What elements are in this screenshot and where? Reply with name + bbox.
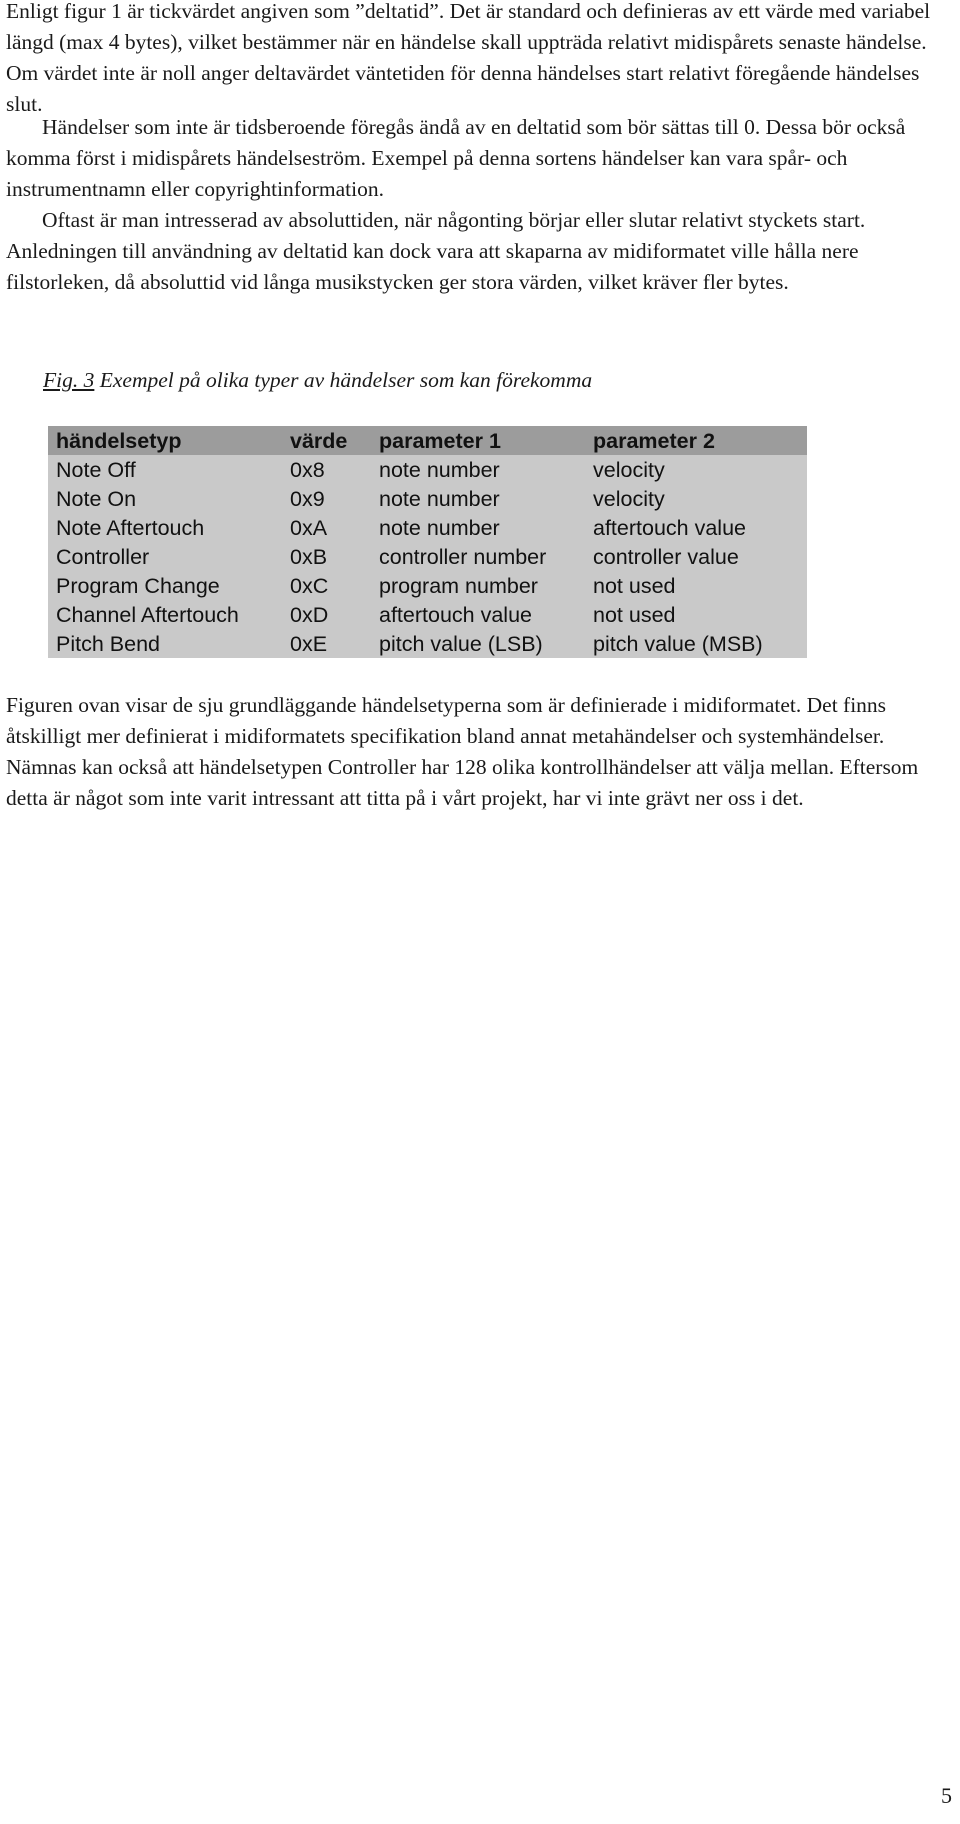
table-cell: 0xA: [290, 515, 328, 540]
table-cell: Note Off: [56, 457, 136, 482]
table-cell: Controller: [56, 544, 150, 569]
table-cell: Note Aftertouch: [56, 515, 205, 540]
table-cell: note number: [379, 457, 500, 482]
table-cell: Note On: [56, 486, 137, 511]
table-cell: note number: [379, 486, 500, 511]
table-cell: controller value: [593, 544, 739, 569]
table-cell: 0xB: [290, 544, 328, 569]
table-header-row: [48, 426, 807, 455]
table-cell: 0x9: [290, 486, 325, 511]
page-number: 5: [941, 1783, 952, 1808]
table-cell: not used: [593, 573, 676, 598]
table-cell: aftertouch value: [379, 602, 532, 627]
absolute-time-paragraph: Oftast är man intresserad av absoluttiden, när någonting börjar eller slutar relativt styckets start. Anledningen till användning av deltatid kan dock vara att skaparna av midiformatet ville hålla nere filstorleken, då absoluttid vid långa musikstycken ger stora värden, vilket kräver fler bytes.: [6, 208, 866, 294]
column-header-value: värde: [290, 428, 348, 453]
table-row: [48, 600, 807, 629]
table-cell: Pitch Bend: [56, 631, 160, 656]
intro-paragraph: Enligt figur 1 är tickvärdet angiven som ”deltatid”. Det är standard och definieras av ett värde med variabel längd (max 4 bytes), vilket bestämmer när en händelse skall uppträda relativt midispårets senaste händelse. Om värdet inte är noll anger deltavärdet väntetiden för denna händelses start relativt föregående händelses slut.: [6, 0, 931, 116]
non-time-dependent-paragraph: Händelser som inte är tidsberoende föregås ändå av en deltatid som bör sättas till 0. Dessa bör också komma först i midispårets händelseström. Exempel på denna sortens händelser kan vara spår- och instrumentnamn eller copyrightinformation.: [6, 115, 906, 201]
midi-event-table: [48, 426, 807, 658]
table-row: [48, 455, 807, 484]
table-cell: Channel Aftertouch: [56, 602, 239, 627]
table-row: [48, 629, 807, 658]
figure-caption-text: Exempel på olika typer av händelser som kan förekomma: [94, 368, 593, 392]
table-row: [48, 513, 807, 542]
table-cell: controller number: [379, 544, 547, 569]
table-cell: 0xE: [290, 631, 328, 656]
table-row: [48, 542, 807, 571]
table-cell: 0x8: [290, 457, 325, 482]
table-cell: note number: [379, 515, 500, 540]
table-row: [48, 571, 807, 600]
table-cell: aftertouch value: [593, 515, 746, 540]
table-row: [48, 484, 807, 513]
column-header-event-type: händelsetyp: [56, 428, 182, 453]
figure-caption: [43, 365, 592, 395]
document-page: [6, 0, 954, 1824]
table-cell: pitch value (MSB): [593, 631, 763, 656]
table-cell: 0xD: [290, 602, 329, 627]
table-cell: velocity: [593, 457, 665, 482]
table-cell: not used: [593, 602, 676, 627]
column-header-parameter-2: parameter 2: [593, 428, 715, 453]
table-cell: pitch value (LSB): [379, 631, 543, 656]
column-header-parameter-1: parameter 1: [379, 428, 501, 453]
table-cell: 0xC: [290, 573, 329, 598]
table-cell: program number: [379, 573, 538, 598]
figure-label: Fig. 3: [43, 368, 95, 392]
table-cell: velocity: [593, 486, 665, 511]
summary-paragraph: Figuren ovan visar de sju grundläggande händelsetyperna som är definierade i midiformatet. Det finns åtskilligt mer definierat i midiformatets specifikation bland annat metahändelser och systemhändelser. Nämnas kan också att händelsetypen Controller har 128 olika kontrollhändelser att välja mellan. Eftersom detta är något som inte varit intressant att titta på i vårt projekt, har vi inte grävt ner oss i det.: [6, 693, 919, 810]
table-cell: Program Change: [56, 573, 220, 598]
